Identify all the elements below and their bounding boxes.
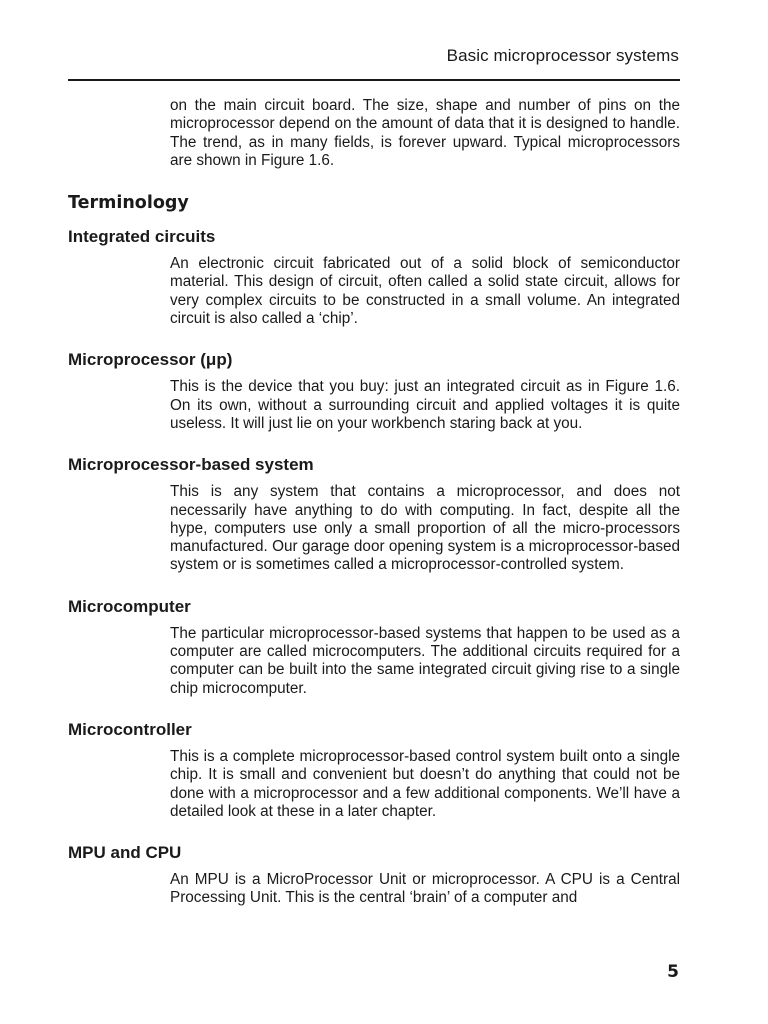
page-number: 5: [667, 962, 679, 982]
term-text-integrated-circuits: An electronic circuit fabricated out of a solid block of semiconductor material. This design of circuit, often called a solid state circuit, allows for very complex circuits to be constructed in a small volume. An integrated circuit is also called a ‘chip’.: [170, 255, 680, 328]
term-heading-microcontroller: Microcontroller: [68, 719, 192, 739]
running-head: Basic microprocessor systems: [446, 46, 679, 65]
term-text-microcontroller: This is a complete microprocessor-based control system built onto a single chip. It is small and convenient but doesn’t do anything that could not be done with a microprocessor and a few additional components. We’ll have a detailed look at these in a later chapter.: [170, 747, 680, 820]
term-heading-mpu-and-cpu: MPU and CPU: [68, 843, 182, 863]
section-heading-terminology: Terminology: [68, 193, 189, 214]
term-text-microprocessor: This is the device that you buy: just an integrated circuit as in Figure 1.6. On its own, without a surrounding circuit and applied voltages it is quite useless. It will just lie on your workbench staring back at you.: [170, 378, 680, 432]
intro-paragraph: on the main circuit board. The size, shape and number of pins on the microprocessor depend on the amount of data that it is designed to handle. The trend, as in many fields, is forever upward. Typical microprocessors are shown in Figure 1.6.: [170, 97, 680, 169]
term-text-mpu-and-cpu: An MPU is a MicroProcessor Unit or microprocessor. A CPU is a Central Processing Unit. This is the central ‘brain’ of a computer and: [170, 871, 680, 907]
page-body: [68, 97, 680, 908]
term-heading-integrated-circuits: Integrated circuits: [68, 227, 216, 247]
header-rule: [68, 79, 680, 81]
term-heading-microcomputer: Microcomputer: [68, 596, 191, 616]
term-heading-microprocessor: Microprocessor (μp): [68, 350, 233, 370]
term-heading-microprocessor-based-system: Microprocessor-based system: [68, 455, 314, 475]
term-text-microprocessor-based-system: This is any system that contains a microprocessor, and does not necessarily have anything to do with computing. In fact, despite all the hype, computers use only a small proportion of all the micro-processors manufactured. Our garage door opening system is a microprocessor-based system or is sometimes called a microprocessor-controlled system.: [170, 483, 680, 574]
term-text-microcomputer: The particular microprocessor-based systems that happen to be used as a computer are called microcomputers. The additional circuits required for a computer can be built into the same integrated circuit giving rise to a single chip microcomputer.: [170, 624, 680, 697]
